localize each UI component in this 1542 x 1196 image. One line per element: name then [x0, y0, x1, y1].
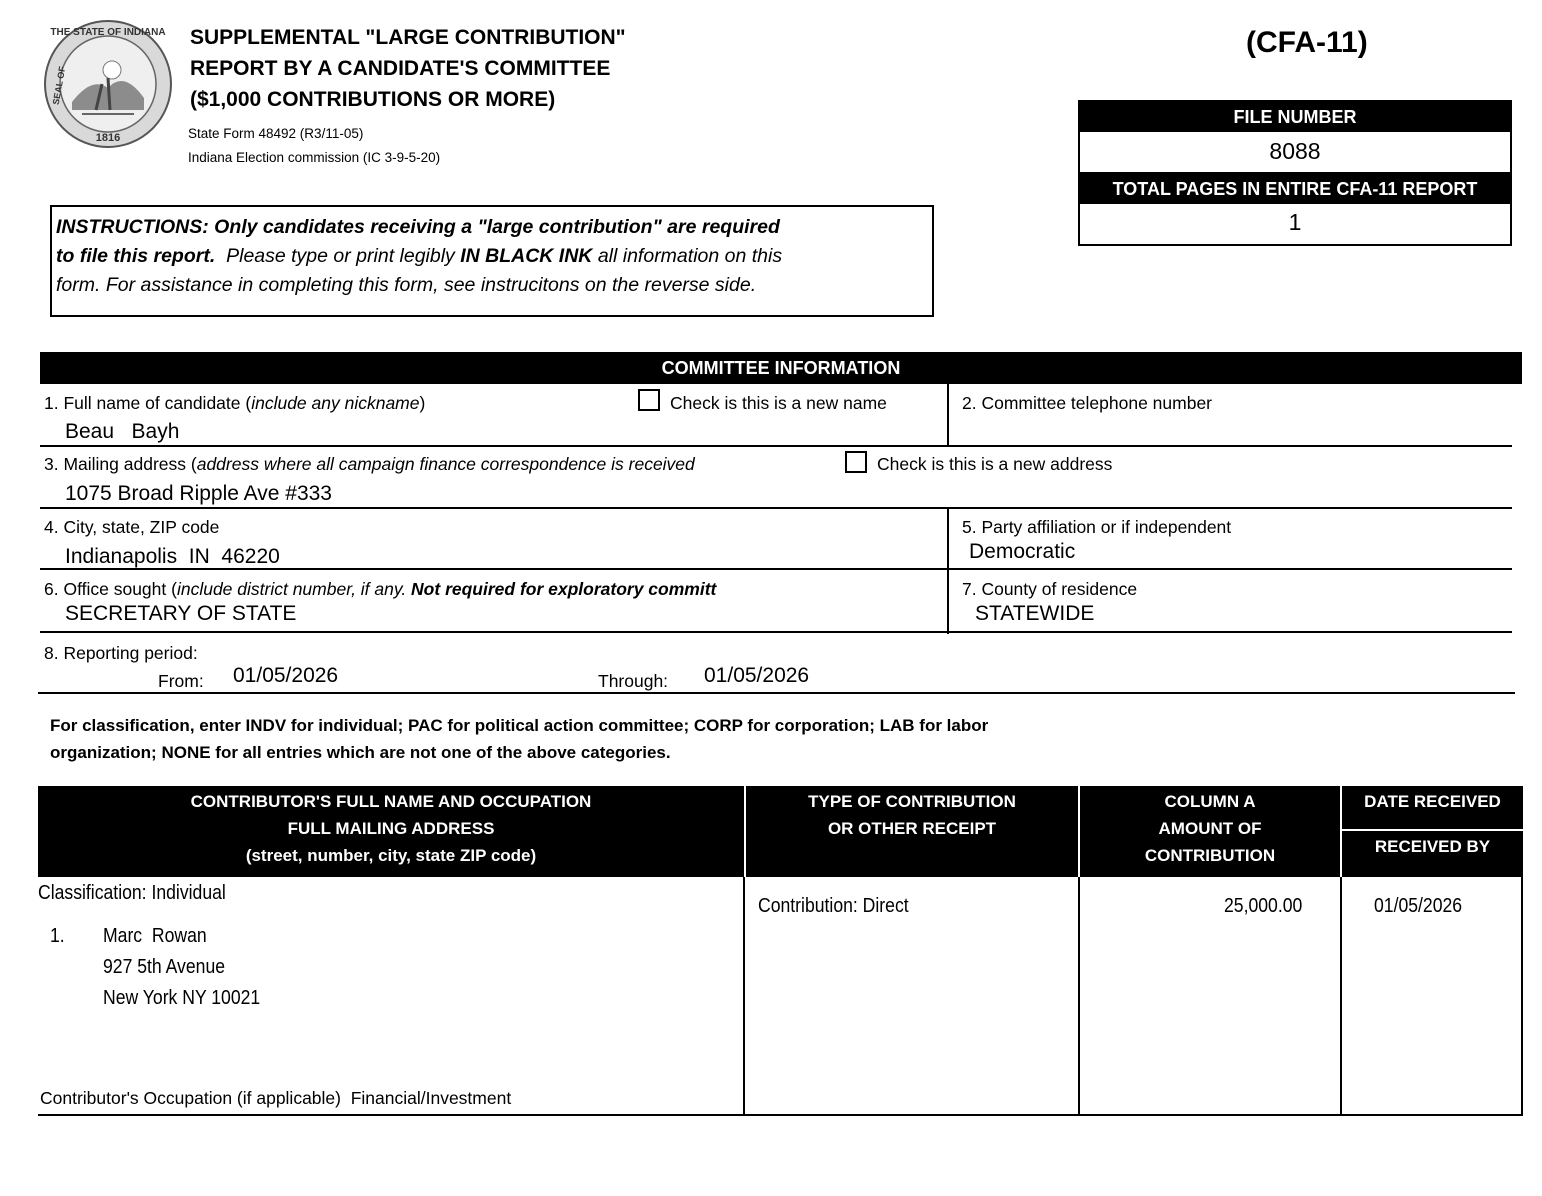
telephone-label: 2. Committee telephone number — [962, 393, 1212, 413]
contributor-street[interactable]: 927 5th Avenue — [103, 956, 226, 978]
form-id: (CFA-11) — [1246, 26, 1368, 59]
new-address-checkbox[interactable] — [845, 451, 867, 473]
office-sought-value[interactable]: SECRETARY OF STATE — [65, 602, 297, 625]
classification-note-line-1: For classification, enter INDV for individual; PAC for political action committee; CORP for corporation; LAB for labor — [50, 716, 989, 735]
table-row — [38, 882, 226, 905]
contributor-city[interactable]: New York NY 10021 — [103, 987, 261, 1009]
new-address-check-label: Check is this is a new address — [877, 454, 1113, 474]
title-line-2: REPORT BY A CANDIDATE'S COMMITTEE — [190, 57, 611, 80]
candidate-name-value[interactable]: Beau Bayh — [65, 420, 180, 443]
file-number-label: FILE NUMBER — [1080, 102, 1510, 132]
file-number-box — [1078, 100, 1512, 246]
reporting-period-label: 8. Reporting period: — [44, 643, 198, 663]
mailing-address-label: 3. Mailing address (address where all campaign finance correspondence is received — [44, 454, 695, 474]
total-pages-label: TOTAL PAGES IN ENTIRE CFA-11 REPORT — [1080, 174, 1510, 204]
through-label: Through: — [598, 671, 669, 691]
instructions-box — [50, 205, 934, 317]
row-number: 1. — [50, 925, 65, 947]
col-header-amount: COLUMN A AMOUNT OF CONTRIBUTION — [1144, 792, 1276, 865]
instructions-line-2-bold: to file this report. — [56, 245, 216, 267]
instructions-line-2-end: all information on this — [592, 245, 783, 267]
new-name-check-label: Check is this is a new name — [670, 393, 887, 413]
contribution-amount[interactable]: 25,000.00 — [1224, 895, 1303, 917]
city-state-zip-label: 4. City, state, ZIP code — [44, 517, 220, 537]
col-header-date-received: DATE RECEIVED — [1364, 792, 1501, 811]
instructions-line-1: INSTRUCTIONS: Only candidates receiving a "large contribution" are required — [56, 216, 780, 238]
total-pages-value[interactable]: 1 — [1288, 209, 1302, 235]
contribution-type[interactable]: Contribution: Direct — [758, 895, 909, 917]
row-classification[interactable]: Classification: Individual — [38, 882, 226, 904]
svg-text:THE STATE OF INDIANA: THE STATE OF INDIANA — [50, 27, 166, 38]
col-header-type: TYPE OF CONTRIBUTION OR OTHER RECEIPT — [808, 792, 1016, 838]
instructions-black-ink: IN BLACK INK — [460, 245, 593, 267]
committee-info-header: COMMITTEE INFORMATION — [40, 352, 1522, 384]
svg-text:SEAL OF: SEAL OF — [50, 65, 68, 106]
through-date[interactable]: 01/05/2026 — [704, 664, 810, 687]
new-name-checkbox[interactable] — [638, 389, 660, 411]
date-received[interactable]: 01/05/2026 — [1374, 895, 1463, 917]
state-form-number: State Form 48492 (R3/11-05) — [188, 126, 364, 141]
city-state-zip-value[interactable]: Indianapolis IN 46220 — [65, 545, 280, 568]
svg-text:1816: 1816 — [95, 132, 121, 144]
commission-reference: Indiana Election commission (IC 3-9-5-20) — [188, 150, 441, 165]
classification-note — [50, 712, 988, 766]
form-title — [190, 22, 626, 115]
party-value[interactable]: Democratic — [969, 540, 1076, 563]
from-label: From: — [158, 671, 204, 691]
classification-note-line-2: organization; NONE for all entries which are not one of the above categories. — [50, 743, 671, 762]
party-label: 5. Party affiliation or if independent — [962, 517, 1232, 537]
title-line-3: ($1,000 CONTRIBUTIONS OR MORE) — [190, 88, 556, 111]
contributor-occupation[interactable]: Contributor's Occupation (if applicable) Financial/Investment — [40, 1088, 512, 1108]
instructions-line-2: Please type or print legibly — [215, 245, 461, 267]
mailing-address-value[interactable]: 1075 Broad Ripple Ave #333 — [65, 482, 332, 505]
county-value[interactable]: STATEWIDE — [975, 602, 1095, 625]
title-line-1: SUPPLEMENTAL "LARGE CONTRIBUTION" — [190, 26, 626, 49]
state-seal — [42, 18, 174, 150]
col-header-received-by: RECEIVED BY — [1374, 837, 1491, 856]
county-label: 7. County of residence — [962, 579, 1138, 599]
instructions-line-3: form. For assistance in completing this form, see instrucitons on the reverse side. — [56, 274, 757, 296]
from-date[interactable]: 01/05/2026 — [233, 664, 339, 687]
office-sought-label: 6. Office sought (include district number, if any. Not required for exploratory committ — [44, 579, 717, 599]
file-number-value[interactable]: 8088 — [1080, 132, 1510, 174]
candidate-name-label: 1. Full name of candidate (include any nickname) — [44, 393, 426, 413]
col-header-contributor: CONTRIBUTOR'S FULL NAME AND OCCUPATION FULL MAILING ADDRESS (street, number, city, state ZIP code) — [190, 792, 592, 865]
contributor-name[interactable]: Marc Rowan — [103, 925, 207, 947]
